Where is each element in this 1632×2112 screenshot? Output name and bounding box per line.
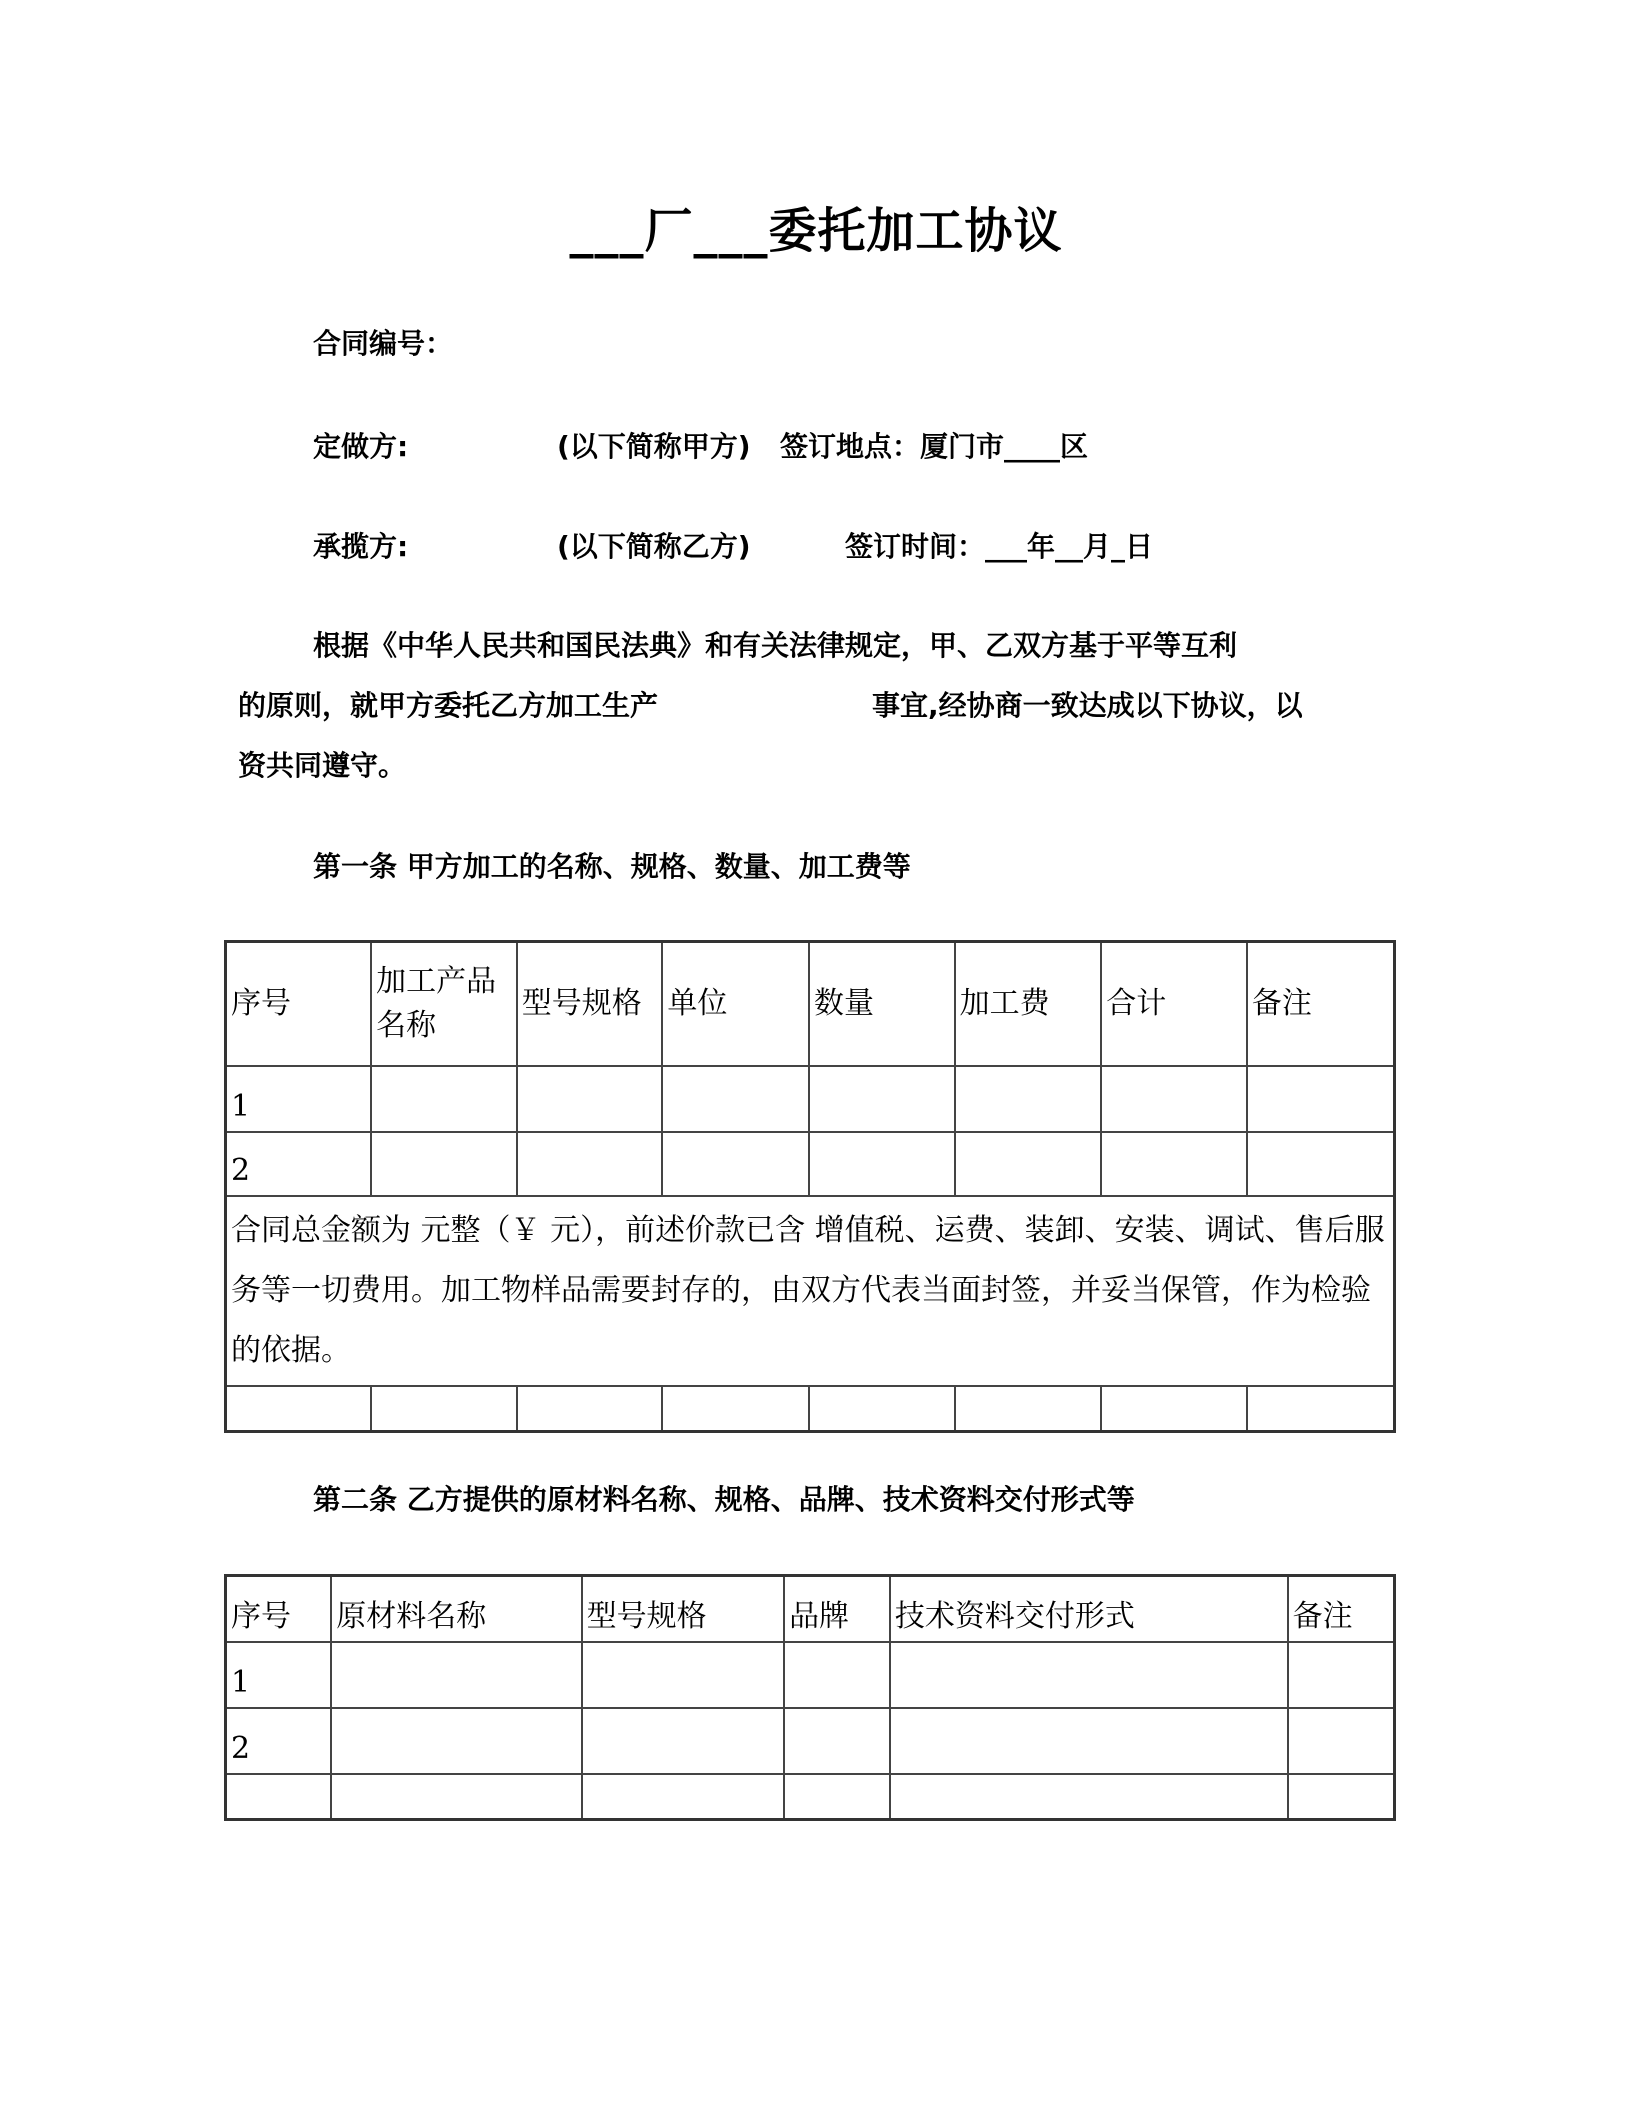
table-header-row [226,942,1395,1066]
empty-cell[interactable] [1288,1774,1395,1820]
empty-cell[interactable] [784,1708,890,1774]
intro-line-2b: 事宜,经协商一致达成以下协议，以 [872,689,1303,722]
empty-cell[interactable] [331,1642,581,1708]
intro-line-1: 根据《中华人民共和国民法典》和有关法律规定，甲、乙双方基于平等互利 [313,629,1238,662]
row-index-cell: 1 [226,1066,372,1132]
empty-cell[interactable] [890,1774,1288,1820]
empty-cell[interactable] [955,1132,1102,1196]
empty-cell[interactable] [784,1642,890,1708]
header-cell: 序号 [226,1576,332,1642]
document-title: ___厂___委托加工协议 [569,203,1063,259]
table-header-row [226,1576,1395,1642]
sign-time: 签订时间：___年__月_日 [845,530,1154,563]
empty-cell[interactable] [331,1708,581,1774]
party-a-label: 定做方: [313,430,409,463]
contract-number-label: 合同编号： [313,327,454,360]
header-cell: 型号规格 [517,942,663,1066]
table-row [226,1066,1395,1132]
header-cell: 技术资料交付形式 [890,1576,1288,1642]
empty-cell[interactable] [582,1642,784,1708]
empty-cell[interactable] [955,1066,1102,1132]
table-row [226,1642,1395,1708]
materials-table [224,1574,1396,1821]
empty-cell[interactable] [226,1774,332,1820]
row-index-cell: 2 [226,1132,372,1196]
intro-line-3: 资共同遵守。 [238,749,407,782]
processing-table [224,940,1396,1433]
party-a-note: (以下简称甲方) [557,430,751,463]
row-index-cell: 2 [226,1708,332,1774]
empty-cell[interactable] [1101,1386,1247,1432]
empty-cell[interactable] [1247,1132,1395,1196]
table-note-row [226,1196,1395,1386]
empty-cell[interactable] [371,1386,517,1432]
empty-cell[interactable] [809,1132,955,1196]
table-row [226,1132,1395,1196]
empty-cell[interactable] [1247,1386,1395,1432]
section-1-title: 第一条 甲方加工的名称、规格、数量、加工费等 [313,850,911,883]
empty-cell[interactable] [662,1132,809,1196]
empty-cell[interactable] [517,1132,663,1196]
sign-place: 签订地点：厦门市____区 [780,430,1089,463]
intro-line-2a: 的原则，就甲方委托乙方加工生产 [238,689,659,722]
empty-cell[interactable] [890,1708,1288,1774]
header-cell: 原材料名称 [331,1576,581,1642]
empty-cell[interactable] [809,1386,955,1432]
empty-cell[interactable] [1288,1708,1395,1774]
contract-amount-note: 合同总金额为 元整（￥ 元），前述价款已含 增值税、运费、装卸、安装、调试、售后服务等一切费用。加工物样品需要封存的，由双方代表当面封签，并妥当保管，作为检验的依据。 [226,1196,1395,1386]
empty-cell[interactable] [784,1774,890,1820]
table-row [226,1708,1395,1774]
empty-cell[interactable] [890,1642,1288,1708]
empty-cell[interactable] [371,1132,517,1196]
party-b-label: 承揽方: [313,530,409,563]
empty-cell[interactable] [662,1066,809,1132]
header-cell: 序号 [226,942,372,1066]
empty-cell[interactable] [1101,1066,1247,1132]
empty-cell[interactable] [582,1774,784,1820]
header-cell: 备注 [1247,942,1395,1066]
empty-cell[interactable] [371,1066,517,1132]
header-cell: 备注 [1288,1576,1395,1642]
header-cell: 合计 [1101,942,1247,1066]
empty-cell[interactable] [331,1774,581,1820]
header-cell: 加工费 [955,942,1102,1066]
empty-cell[interactable] [809,1066,955,1132]
empty-cell[interactable] [517,1066,663,1132]
row-index-cell: 1 [226,1642,332,1708]
empty-cell[interactable] [955,1386,1102,1432]
empty-cell[interactable] [1288,1642,1395,1708]
empty-cell[interactable] [1247,1066,1395,1132]
header-cell: 品牌 [784,1576,890,1642]
empty-cell[interactable] [517,1386,663,1432]
table-row [226,1774,1395,1820]
empty-cell[interactable] [582,1708,784,1774]
header-cell: 加工产品名称 [371,942,517,1066]
empty-cell[interactable] [226,1386,372,1432]
header-cell: 数量 [809,942,955,1066]
header-cell: 单位 [662,942,809,1066]
party-b-note: (以下简称乙方) [557,530,751,563]
section-2-title: 第二条 乙方提供的原材料名称、规格、品牌、技术资料交付形式等 [313,1483,1135,1516]
empty-cell[interactable] [1101,1132,1247,1196]
header-cell: 型号规格 [582,1576,784,1642]
empty-cell[interactable] [662,1386,809,1432]
table-row [226,1386,1395,1432]
